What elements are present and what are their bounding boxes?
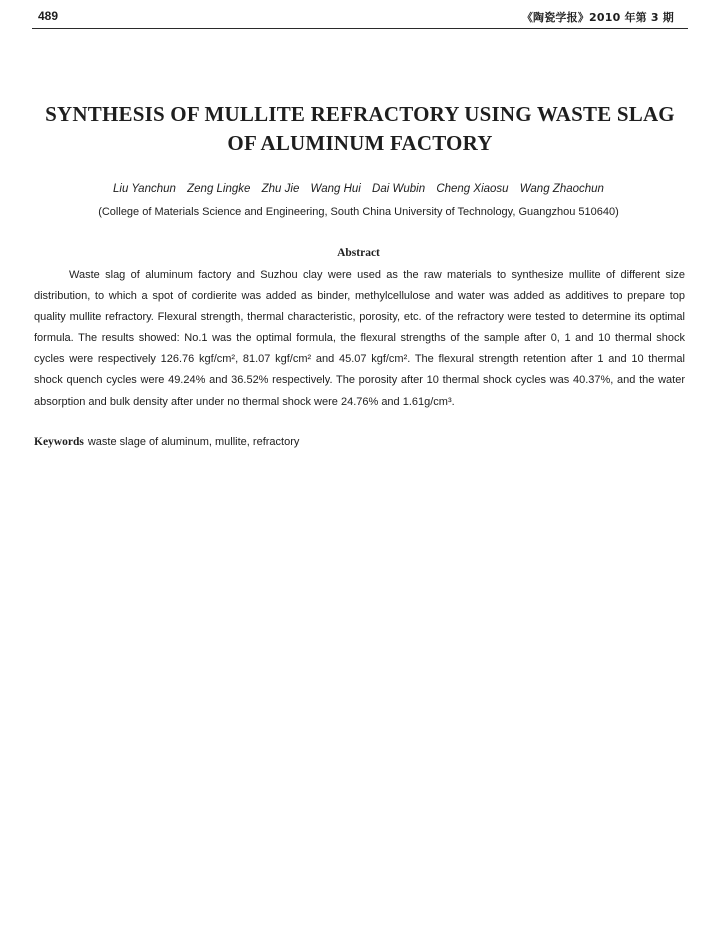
paper-title-line-2: OF ALUMINUM FACTORY: [227, 131, 493, 155]
author-name: Zhu Jie: [261, 183, 300, 195]
abstract-body: Waste slag of aluminum factory and Suzhou clay were used as the raw materials to synthesize mullite of different size distribution, to which a spot of cordierite was added as binder, methylcellulose and water was added as additives to prepare top quality mullite refractory. Flexural strength, thermal characteristic, porosity, etc. of the refractory were tested to determine its optimal formula. The results showed: No.1 was the optimal formula, the flexural strengths of the sample after 0, 1 and 10 thermal shock cycles were respectively 126.76 kgf/cm², 81.07 kgf/cm² and 45.07 kgf/cm². The flexural strength retention after 1 and 10 thermal shock quench cycles were 49.24% and 36.52% respectively. The porosity after 10 thermal shock cycles was 40.37%, and the water absorption and bulk density after under no thermal shock were 24.76% and 1.61g/cm³.: [34, 269, 685, 408]
author-name: Wang Hui: [310, 183, 361, 195]
author-name: Cheng Xiaosu: [436, 183, 509, 195]
author-name: Wang Zhaochun: [519, 183, 604, 195]
running-header: [32, 6, 688, 29]
journal-reference: 《陶瓷学报》2010 年第 3 期: [521, 11, 674, 24]
abstract-heading: Abstract: [337, 247, 380, 259]
author-name: Liu Yanchun: [113, 183, 176, 195]
keywords-text: waste slage of aluminum, mullite, refractory: [87, 436, 300, 448]
keywords-label: Keywords: [34, 436, 84, 448]
keywords-line: [34, 436, 685, 448]
page-number: 489: [38, 9, 59, 23]
author-affiliation: (College of Materials Science and Engineering, South China University of Technology, Guangzhou 510640): [98, 206, 619, 218]
author-name: Zeng Lingke: [187, 183, 251, 195]
paper-title: [20, 100, 700, 158]
author-list: [0, 183, 717, 195]
author-name: Dai Wubin: [372, 183, 426, 195]
paper-title-line-1: SYNTHESIS OF MULLITE REFRACTORY USING WASTE SLAG: [45, 102, 675, 126]
